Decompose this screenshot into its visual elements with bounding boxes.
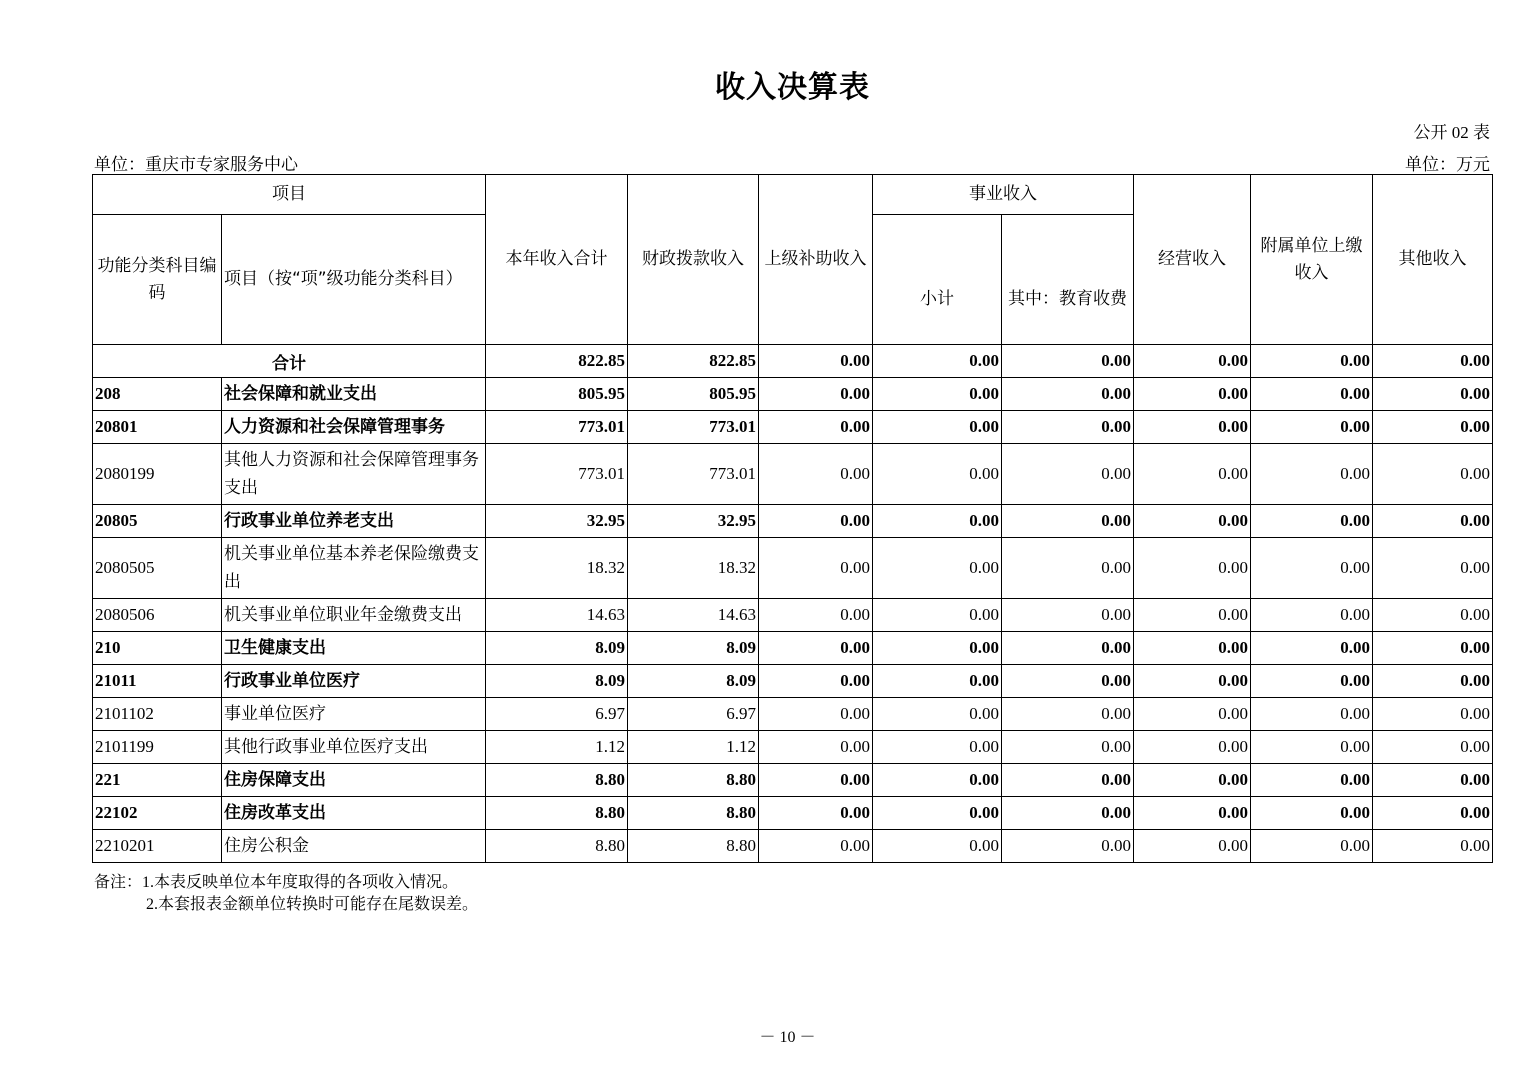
row-name: 行政事业单位养老支出: [222, 505, 486, 538]
total-cell: 0.00: [873, 345, 1002, 378]
row-value-cell: 0.00: [1373, 538, 1493, 599]
header-project-group: 项目: [93, 175, 486, 215]
row-value-cell: 0.00: [1002, 538, 1134, 599]
row-value-cell: 0.00: [759, 599, 873, 632]
total-label: 合计: [93, 345, 486, 378]
row-value-cell: 0.00: [759, 444, 873, 505]
row-value-cell: 0.00: [1251, 632, 1373, 665]
header-other: 其他收入: [1373, 175, 1493, 345]
row-value-cell: 32.95: [486, 505, 628, 538]
row-value-cell: 0.00: [1251, 444, 1373, 505]
row-value-cell: 0.00: [1251, 797, 1373, 830]
row-value-cell: 0.00: [1373, 378, 1493, 411]
note-line-2: 2.本套报表金额单位转换时可能存在尾数误差。: [146, 896, 479, 913]
header-affiliated: 附属单位上缴收入: [1251, 175, 1373, 345]
row-value-cell: 0.00: [1002, 698, 1134, 731]
row-value-cell: 0.00: [759, 378, 873, 411]
row-value-cell: 1.12: [628, 731, 759, 764]
row-name: 其他人力资源和社会保障管理事务支出: [222, 444, 486, 505]
row-value-cell: 0.00: [1251, 411, 1373, 444]
row-value-cell: 0.00: [873, 797, 1002, 830]
row-value-cell: 0.00: [1134, 764, 1251, 797]
header-fiscal: 财政拨款收入: [628, 175, 759, 345]
row-value-cell: 773.01: [486, 444, 628, 505]
table-row: [93, 444, 1493, 505]
unit-name: 单位：重庆市专家服务中心: [94, 155, 298, 174]
row-value-cell: 0.00: [873, 538, 1002, 599]
total-cell: 822.85: [628, 345, 759, 378]
row-value-cell: 0.00: [759, 632, 873, 665]
header-business-group: 事业收入: [873, 175, 1134, 215]
total-cell: 0.00: [1373, 345, 1493, 378]
row-value-cell: 0.00: [1251, 378, 1373, 411]
row-value-cell: 0.00: [873, 599, 1002, 632]
row-code: 2080505: [93, 538, 222, 599]
row-name: 住房保障支出: [222, 764, 486, 797]
row-name: 机关事业单位职业年金缴费支出: [222, 599, 486, 632]
row-code: 208: [93, 378, 222, 411]
row-value-cell: 0.00: [759, 538, 873, 599]
table-row: [93, 505, 1493, 538]
header-code: 功能分类科目编码: [93, 215, 222, 345]
row-value-cell: 773.01: [486, 411, 628, 444]
income-table: [92, 174, 1493, 863]
total-cell: 822.85: [486, 345, 628, 378]
row-value-cell: 0.00: [873, 830, 1002, 863]
row-value-cell: 0.00: [759, 731, 873, 764]
row-value-cell: 8.09: [628, 665, 759, 698]
row-value-cell: 0.00: [873, 444, 1002, 505]
row-name: 卫生健康支出: [222, 632, 486, 665]
row-value-cell: 0.00: [873, 505, 1002, 538]
table-row: [93, 731, 1493, 764]
table-row: [93, 411, 1493, 444]
row-value-cell: 18.32: [486, 538, 628, 599]
row-value-cell: 0.00: [1134, 830, 1251, 863]
row-value-cell: 0.00: [1251, 764, 1373, 797]
row-name: 住房改革支出: [222, 797, 486, 830]
table-header: [93, 175, 1493, 345]
row-code: 22102: [93, 797, 222, 830]
form-number: 公开 02 表: [1413, 123, 1490, 142]
row-value-cell: 0.00: [1373, 830, 1493, 863]
row-value-cell: 0.00: [873, 632, 1002, 665]
table-row: [93, 764, 1493, 797]
total-cell: 0.00: [1002, 345, 1134, 378]
table-row: [93, 698, 1493, 731]
row-code: 2210201: [93, 830, 222, 863]
row-value-cell: 773.01: [628, 444, 759, 505]
row-value-cell: 8.80: [628, 830, 759, 863]
row-name: 住房公积金: [222, 830, 486, 863]
row-name: 社会保障和就业支出: [222, 378, 486, 411]
row-value-cell: 0.00: [873, 378, 1002, 411]
row-value-cell: 0.00: [1134, 378, 1251, 411]
row-value-cell: 0.00: [1134, 505, 1251, 538]
row-value-cell: 805.95: [486, 378, 628, 411]
row-value-cell: 0.00: [1251, 505, 1373, 538]
row-code: 2080199: [93, 444, 222, 505]
row-value-cell: 32.95: [628, 505, 759, 538]
header-subtotal: 小计: [873, 215, 1002, 345]
row-value-cell: 0.00: [759, 411, 873, 444]
row-value-cell: 0.00: [1373, 444, 1493, 505]
row-value-cell: 8.09: [628, 632, 759, 665]
row-value-cell: 6.97: [628, 698, 759, 731]
row-value-cell: 0.00: [1002, 599, 1134, 632]
row-code: 2101199: [93, 731, 222, 764]
header-name: 项目（按“项”级功能分类科目）: [222, 215, 486, 345]
row-value-cell: 8.80: [486, 764, 628, 797]
row-value-cell: 0.00: [1002, 444, 1134, 505]
row-code: 2080506: [93, 599, 222, 632]
row-value-cell: 0.00: [759, 505, 873, 538]
row-value-cell: 0.00: [873, 665, 1002, 698]
row-value-cell: 0.00: [1373, 731, 1493, 764]
table-row: [93, 665, 1493, 698]
row-value-cell: 0.00: [1002, 632, 1134, 665]
row-value-cell: 0.00: [759, 797, 873, 830]
row-value-cell: 0.00: [1002, 764, 1134, 797]
row-value-cell: 0.00: [1134, 665, 1251, 698]
row-value-cell: 0.00: [873, 764, 1002, 797]
table-row: [93, 830, 1493, 863]
row-value-cell: 6.97: [486, 698, 628, 731]
row-value-cell: 0.00: [1002, 411, 1134, 444]
row-value-cell: 0.00: [1002, 797, 1134, 830]
row-value-cell: 0.00: [1134, 411, 1251, 444]
row-value-cell: 14.63: [628, 599, 759, 632]
row-value-cell: 0.00: [873, 698, 1002, 731]
header-superior: 上级补助收入: [759, 175, 873, 345]
notes: [94, 872, 478, 916]
row-value-cell: 805.95: [628, 378, 759, 411]
row-name: 行政事业单位医疗: [222, 665, 486, 698]
row-value-cell: 0.00: [873, 411, 1002, 444]
total-row: [93, 345, 1493, 378]
row-code: 20805: [93, 505, 222, 538]
row-value-cell: 8.80: [628, 764, 759, 797]
header-total: 本年收入合计: [486, 175, 628, 345]
row-value-cell: 0.00: [1251, 830, 1373, 863]
row-value-cell: 8.80: [486, 830, 628, 863]
table-row: [93, 378, 1493, 411]
row-value-cell: 8.09: [486, 632, 628, 665]
row-code: 20801: [93, 411, 222, 444]
row-value-cell: 0.00: [1002, 378, 1134, 411]
row-value-cell: 0.00: [1134, 797, 1251, 830]
row-value-cell: 0.00: [1002, 665, 1134, 698]
row-value-cell: 8.80: [628, 797, 759, 830]
row-value-cell: 0.00: [1002, 830, 1134, 863]
table-row: [93, 632, 1493, 665]
row-value-cell: 0.00: [1373, 599, 1493, 632]
row-value-cell: 0.00: [1373, 505, 1493, 538]
row-value-cell: 0.00: [1134, 632, 1251, 665]
row-value-cell: 0.00: [1134, 538, 1251, 599]
row-value-cell: 0.00: [1373, 632, 1493, 665]
table-row: [93, 797, 1493, 830]
row-value-cell: 773.01: [628, 411, 759, 444]
page-title: 收入决算表: [715, 70, 870, 105]
row-value-cell: 0.00: [759, 830, 873, 863]
row-name: 其他行政事业单位医疗支出: [222, 731, 486, 764]
row-code: 221: [93, 764, 222, 797]
row-code: 2101102: [93, 698, 222, 731]
row-value-cell: 0.00: [1373, 797, 1493, 830]
row-value-cell: 8.80: [486, 797, 628, 830]
row-value-cell: 0.00: [1373, 411, 1493, 444]
row-value-cell: 0.00: [759, 698, 873, 731]
header-education: 其中：教育收费: [1002, 215, 1134, 345]
row-value-cell: 0.00: [1251, 538, 1373, 599]
row-name: 事业单位医疗: [222, 698, 486, 731]
row-value-cell: 0.00: [1002, 505, 1134, 538]
currency-unit: 单位：万元: [1405, 155, 1490, 174]
row-value-cell: 0.00: [1373, 698, 1493, 731]
page-number: － 10 －: [759, 1029, 816, 1046]
row-value-cell: 0.00: [1251, 665, 1373, 698]
row-value-cell: 0.00: [1134, 731, 1251, 764]
row-value-cell: 0.00: [1251, 599, 1373, 632]
row-value-cell: 0.00: [1134, 698, 1251, 731]
header-operating: 经营收入: [1134, 175, 1251, 345]
row-value-cell: 18.32: [628, 538, 759, 599]
total-cell: 0.00: [1251, 345, 1373, 378]
row-value-cell: 0.00: [1134, 599, 1251, 632]
row-value-cell: 0.00: [759, 764, 873, 797]
row-value-cell: 0.00: [873, 731, 1002, 764]
row-value-cell: 0.00: [1373, 665, 1493, 698]
row-value-cell: 8.09: [486, 665, 628, 698]
row-code: 21011: [93, 665, 222, 698]
table-body: [93, 345, 1493, 863]
note-line-1: 备注：1.本表反映单位本年度取得的各项收入情况。: [94, 874, 459, 891]
row-value-cell: 14.63: [486, 599, 628, 632]
row-code: 210: [93, 632, 222, 665]
row-value-cell: 0.00: [1134, 444, 1251, 505]
total-cell: 0.00: [759, 345, 873, 378]
table-row: [93, 599, 1493, 632]
row-value-cell: 0.00: [1251, 698, 1373, 731]
row-value-cell: 0.00: [1251, 731, 1373, 764]
row-name: 机关事业单位基本养老保险缴费支出: [222, 538, 486, 599]
row-value-cell: 0.00: [1373, 764, 1493, 797]
row-value-cell: 0.00: [1002, 731, 1134, 764]
row-name: 人力资源和社会保障管理事务: [222, 411, 486, 444]
row-value-cell: 1.12: [486, 731, 628, 764]
table-row: [93, 538, 1493, 599]
total-cell: 0.00: [1134, 345, 1251, 378]
row-value-cell: 0.00: [759, 665, 873, 698]
